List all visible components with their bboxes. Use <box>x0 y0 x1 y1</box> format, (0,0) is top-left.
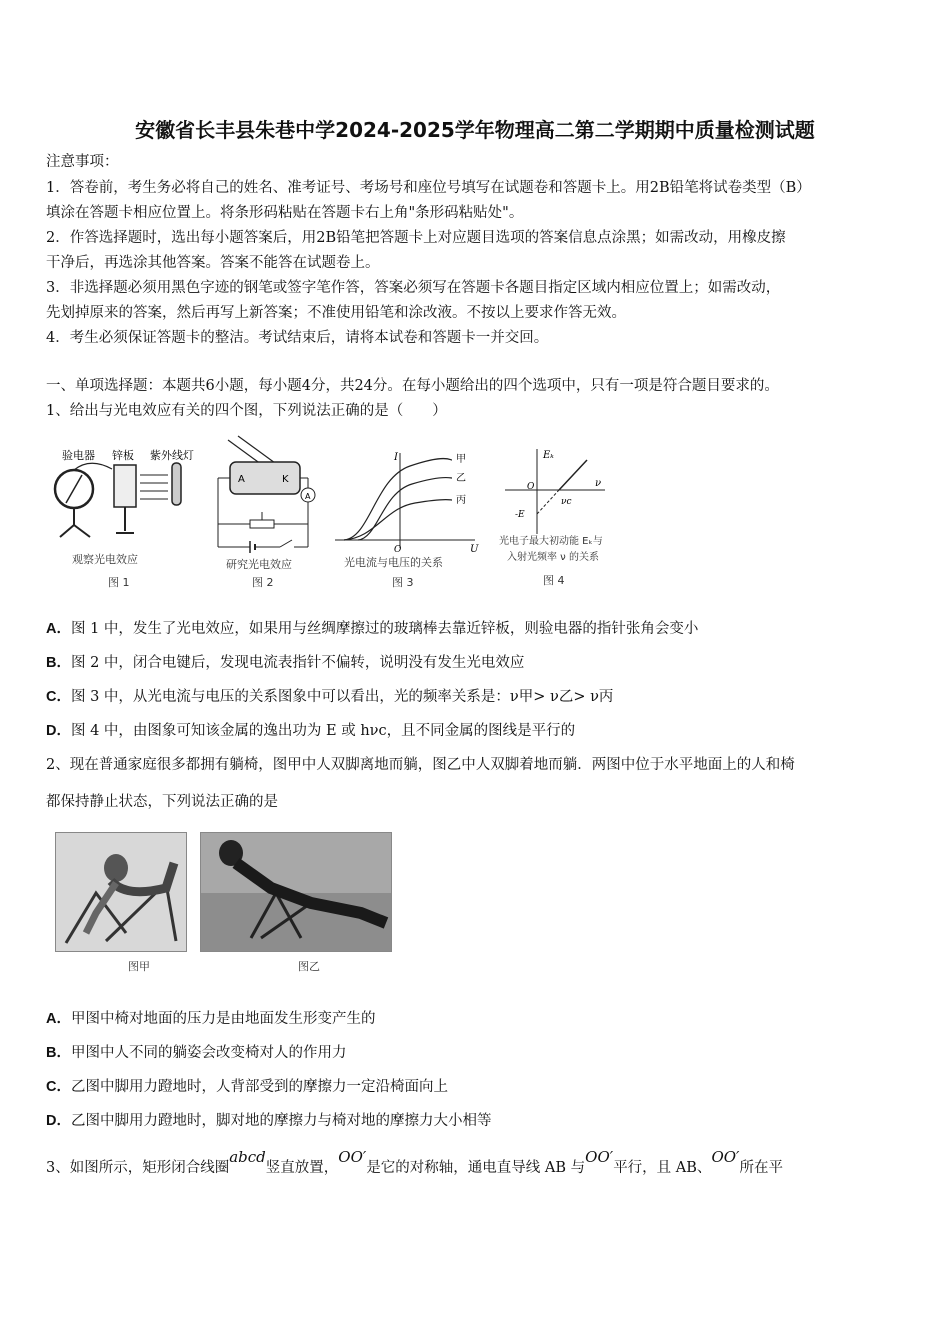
notice-line: 2．作答选择题时，选出每小题答案后，用2B铅笔把答题卡上对应题目选项的答案信息点涂黑；如需改动，用橡皮擦 <box>46 230 786 246</box>
fig4-caption-1: 光电子最大初动能 Eₖ与 <box>499 536 603 547</box>
section-heading: 一、单项选择题：本题共6小题，每小题4分，共24分。在每小题给出的四个选项中，只有一项是符合题目要求的。 <box>46 378 779 394</box>
photo-jia-recliner <box>55 832 187 952</box>
fig4-threshold: νc <box>561 497 572 507</box>
figure-2-phototube-circuit <box>210 432 325 595</box>
notice-line: 4．考生必须保证答题卡的整洁。考试结束后，请将本试卷和答题卡一并交回。 <box>46 330 549 346</box>
figure-1-electroscope <box>50 445 210 595</box>
fig3-number: 图 3 <box>392 576 414 589</box>
fig4-caption-2: 入射光频率 ν 的关系 <box>507 552 599 563</box>
coil-label: abcd <box>229 1148 266 1166</box>
axis-label: OO′ <box>338 1148 367 1166</box>
notice-line: 1．答卷前，考生务必将自己的姓名、准考证号、考场号和座位号填写在试题卷和答题卡上。用2B铅笔将试卷类型（B） <box>46 180 811 196</box>
fig4-intercept: -E <box>515 510 525 520</box>
q2-option-b: B．甲图中人不同的躺姿会改变椅对人的作用力 <box>46 1045 347 1061</box>
fig3-label-jia: 甲 <box>456 454 466 465</box>
fig1-caption: 观察光电效应 <box>72 553 138 566</box>
question-2-stem: 2、现在普通家庭很多都拥有躺椅，图甲中人双脚离地而躺，图乙中人双脚着地而躺．两图中位于水平地面上的人和椅 <box>46 757 795 773</box>
fig1-label-uv-lamp: 紫外线灯 <box>150 449 194 462</box>
fig4-axis-nu: ν <box>595 478 602 489</box>
svg-text:A: A <box>305 492 311 501</box>
fig4-number: 图 4 <box>543 574 565 587</box>
q2-option-d: D．乙图中脚用力蹬地时，脚对地的摩擦力与椅对地的摩擦力大小相等 <box>46 1113 492 1129</box>
fig3-label-bing: 丙 <box>456 495 466 506</box>
q2-option-a: A．甲图中椅对地面的压力是由地面发生形变产生的 <box>46 1011 376 1027</box>
figure-3-iv-curves <box>330 448 480 595</box>
notice-line: 干净后，再选涂其他答案。答案不能答在试题卷上。 <box>46 255 380 271</box>
axis-label: OO′ <box>711 1148 740 1166</box>
photo-caption-jia: 图甲 <box>128 960 150 973</box>
q1-option-c: C．图 3 中，从光电流与电压的关系图象中可以看出，光的频率关系是：ν甲> ν乙> ν丙 <box>46 689 614 705</box>
question-3-stem: 3、如图所示，矩形闭合线圈abcd竖直放置，OO′是它的对称轴，通电直导线 AB 与OO′平行，且 AB、OO′所在平 <box>46 1148 783 1176</box>
fig3-axis-i: I <box>394 452 398 463</box>
fig2-number: 图 2 <box>252 576 274 589</box>
fig1-label-zinc: 锌板 <box>112 449 134 462</box>
photo-yi-recliner <box>200 832 392 952</box>
figure-4-ek-vs-frequency <box>495 444 635 595</box>
fig4-origin: O <box>527 482 535 492</box>
photo-caption-yi: 图乙 <box>298 960 320 973</box>
notice-line: 填涂在答题卡相应位置上。将条形码粘贴在答题卡右上角"条形码粘贴处"。 <box>46 205 524 221</box>
notice-line: 先划掉原来的答案，然后再写上新答案；不准使用铅笔和涂改液。不按以上要求作答无效。 <box>46 305 626 321</box>
q2-option-c: C．乙图中脚用力蹬地时，人背部受到的摩擦力一定沿椅面向上 <box>46 1079 448 1095</box>
fig3-axis-u: U <box>470 544 479 555</box>
axis-label: OO′ <box>585 1148 614 1166</box>
question-2-stem-cont: 都保持静止状态，下列说法正确的是 <box>46 794 278 810</box>
fig4-axis-ek: Eₖ <box>543 450 554 461</box>
fig2-cathode-label: K <box>282 474 289 485</box>
notice-line: 3．非选择题必须用黑色字迹的钢笔或签字笔作答，答案必须写在答题卡各题目指定区域内相应位置上；如需改动， <box>46 280 781 296</box>
q1-option-d: D．图 4 中，由图象可知该金属的逸出功为 E 或 hνc，且不同金属的图线是平行的 <box>46 723 576 739</box>
notice-heading: 注意事项： <box>46 154 119 170</box>
page-title: 安徽省长丰县朱巷中学2024-2025学年物理高二第二学期期中质量检测试题 <box>135 118 815 142</box>
fig3-caption: 光电流与电压的关系 <box>344 556 443 569</box>
question-1-stem: 1、给出与光电效应有关的四个图，下列说法正确的是（ ） <box>46 403 447 419</box>
q1-option-b: B．图 2 中，闭合电键后，发现电流表指针不偏转，说明没有发生光电效应 <box>46 655 525 671</box>
fig1-label-electroscope: 验电器 <box>62 449 95 462</box>
fig2-anode-label: A <box>238 474 245 485</box>
fig1-number: 图 1 <box>108 576 130 589</box>
q1-option-a: A．图 1 中，发生了光电效应，如果用与丝绸摩擦过的玻璃棒去靠近锌板，则验电器的指针张角会变小 <box>46 621 699 637</box>
fig3-label-yi: 乙 <box>456 473 466 484</box>
fig3-origin: O <box>394 545 402 555</box>
fig2-caption: 研究光电效应 <box>226 558 292 571</box>
